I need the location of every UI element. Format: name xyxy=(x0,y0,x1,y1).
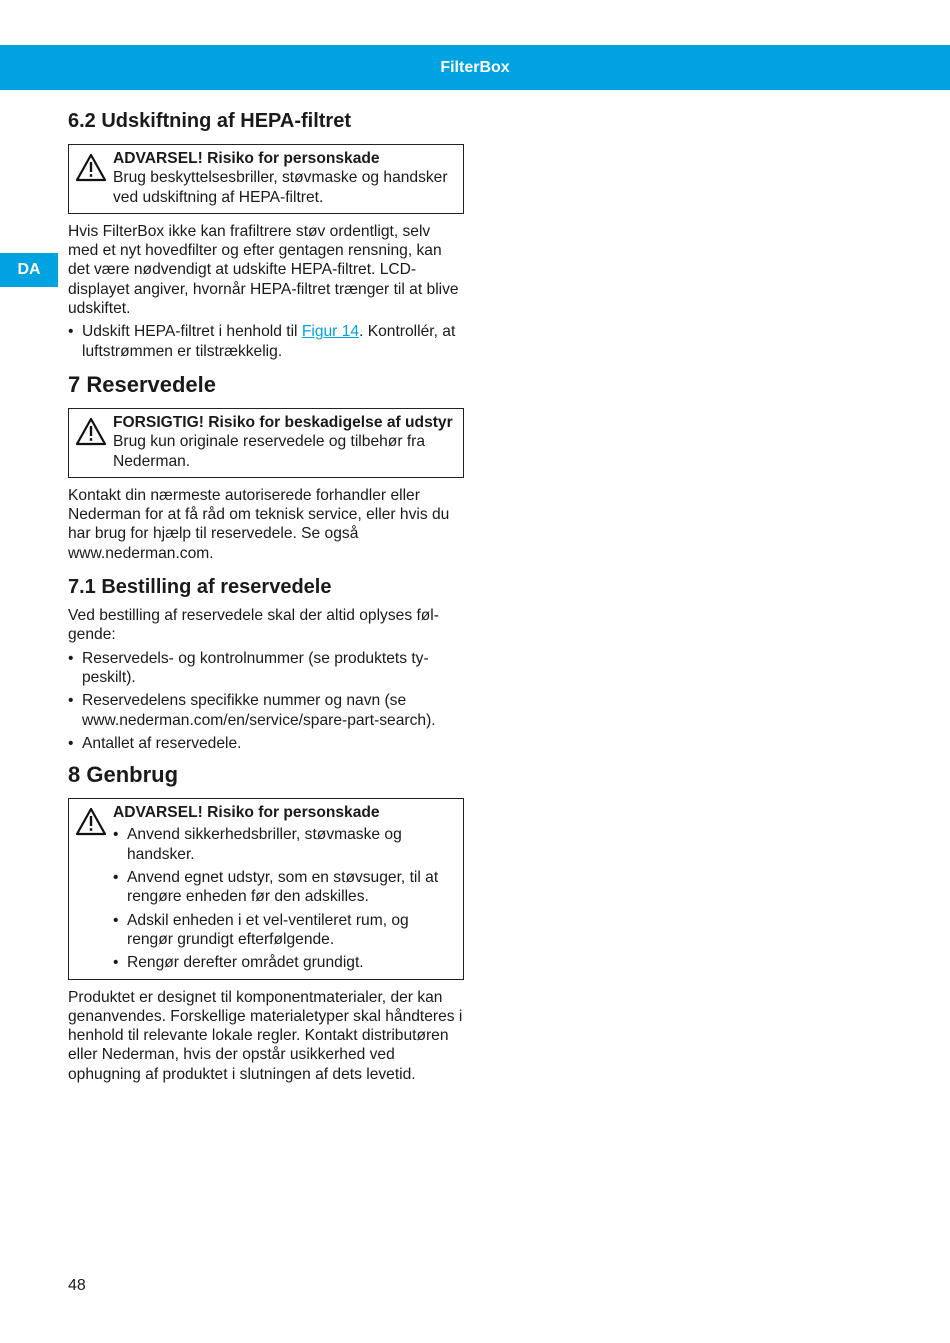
list-item: • Rengør derefter området grundigt. xyxy=(113,953,455,972)
section-7-heading: 7 Reservedele xyxy=(68,371,216,397)
caution-text: Brug kun originale reservedele og tilbehør fra Nederman. xyxy=(113,433,426,470)
figure-14-link[interactable]: Figur 14 xyxy=(301,323,360,341)
main-content xyxy=(68,108,464,1084)
warning-title: ADVARSEL! Risiko for personskade xyxy=(113,150,380,167)
warning-triangle-icon xyxy=(75,153,107,182)
page-number: 48 xyxy=(68,1277,86,1294)
section-8-heading: 8 Genbrug xyxy=(68,762,179,788)
language-tab: DA xyxy=(0,253,58,287)
list-item: • Anvend sikkerhedsbriller, støvmaske og handsker. xyxy=(113,825,455,864)
warning-list xyxy=(113,825,455,972)
section-7-1-heading: 7.1 Bestilling af reservedele xyxy=(68,576,332,599)
warning-triangle-icon xyxy=(75,417,107,446)
caution-title: FORSIGTIG! Risiko for beskadigelse af udstyr xyxy=(113,413,453,431)
section-7-1-list xyxy=(68,649,464,753)
section-6-2-list xyxy=(68,322,464,361)
header-bar xyxy=(0,45,950,90)
list-item: • Reservedels- og kontrolnummer (se produktets typeskilt). xyxy=(68,649,464,688)
list-item: • Reservedelens specifikke nummer og navn (se www.nederman.com/en/service/spare-part-search). xyxy=(68,691,464,730)
bullet-text: Udskift HEPA-filtret i henhold til xyxy=(82,323,302,341)
list-item: • Antallet af reservedele. xyxy=(68,734,464,753)
header-title: FilterBox xyxy=(440,58,510,76)
section-7-1-intro: Ved bestilling af reservedele skal der altid oplyses følgende: xyxy=(68,607,439,644)
caution-box-spare-parts xyxy=(68,408,464,478)
section-6-2-heading: 6.2 Udskiftning af HEPA-filtret xyxy=(68,110,351,132)
bullet-text: . Kontrollér, at luftstrømmen er tilstrækkelig. xyxy=(82,323,456,360)
section-6-2-paragraph: Hvis FilterBox ikke kan frafiltrere støv ordentligt, selv med et nyt hovedfilter og efter gentagen rensning, kan det være nødvendigt at udskifte HEPA-filtret. LCD-displayet angiver, hvornår HEPA-filtret trænger til at blive udskiftet. xyxy=(68,222,459,318)
list-item xyxy=(68,322,464,361)
warning-triangle-icon xyxy=(75,807,107,836)
warning-title: ADVARSEL! Risiko for personskade xyxy=(113,804,380,822)
section-8-paragraph: Produktet er designet til komponentmaterialer, der kan genanvendes. Forskellige materialetyper skal håndteres i henhold til relevante lokale regler. Kontakt distributøren eller Nederman, hvis der opstår usikkerhed ved ophugning af produktet i slutningen af dets levetid. xyxy=(68,988,463,1083)
warning-box-recycling xyxy=(68,798,464,979)
list-item: • Adskil enheden i et vel-ventileret rum, og rengør grundigt efterfølgende. xyxy=(113,911,455,950)
section-7-paragraph: Kontakt din nærmeste autoriserede forhandler eller Nederman for at få råd om teknisk service, eller hvis du har brug for hjælp til reservedele. Se også www.nederman.com. xyxy=(68,486,450,562)
warning-box-hepa xyxy=(68,144,464,214)
warning-text: Brug beskyttelsesbriller, støvmaske og handsker ved udskiftning af HEPA-filtret. xyxy=(113,169,448,206)
list-item: • Anvend egnet udstyr, som en støvsuger, til at rengøre enheden før den adskilles. xyxy=(113,868,455,907)
